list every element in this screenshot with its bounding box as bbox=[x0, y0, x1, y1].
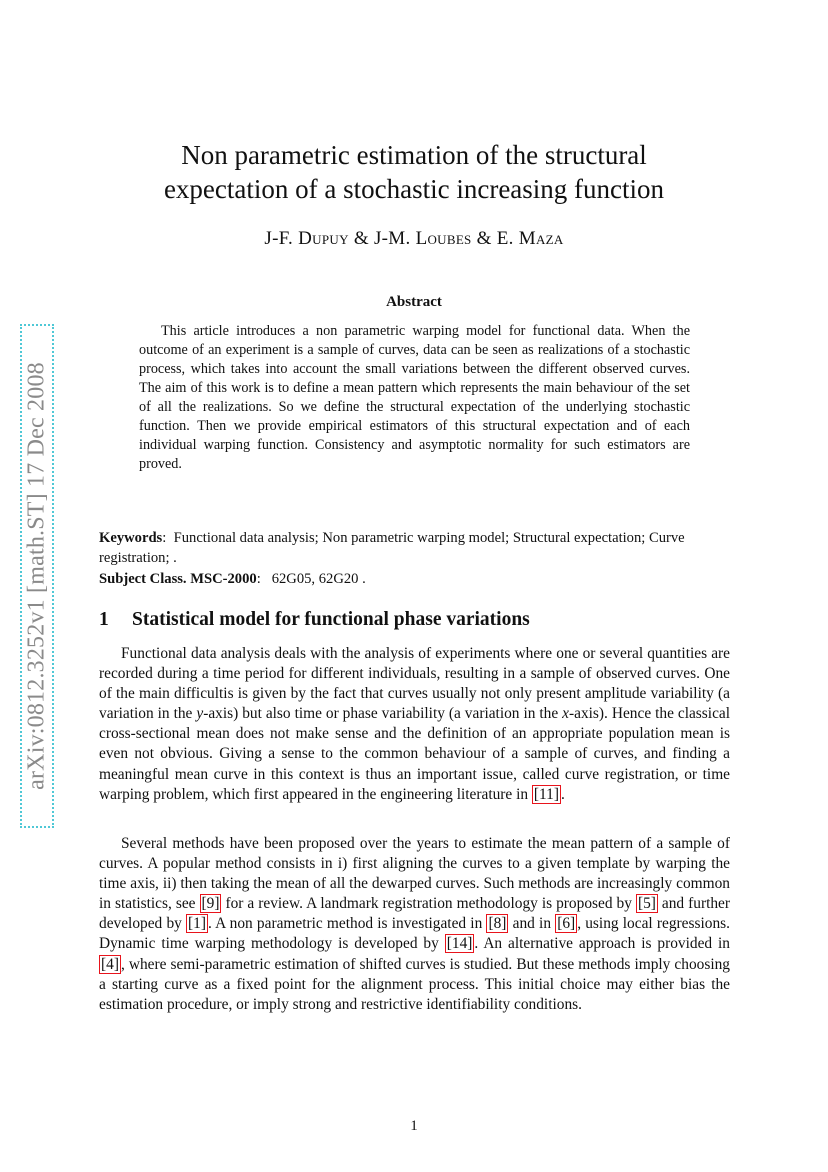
math-variable: y bbox=[196, 705, 204, 723]
citation-link-11[interactable]: [11] bbox=[533, 785, 559, 803]
paragraph-text: for a review. A landmark registration methodology is proposed by bbox=[221, 895, 636, 913]
subject-class-line: Subject Class. MSC-2000: 62G05, 62G20 . bbox=[99, 571, 366, 587]
citation-link-8[interactable]: [8] bbox=[488, 915, 507, 933]
body-paragraph-2 bbox=[99, 834, 730, 1015]
subject-class-label: Subject Class. MSC-2000 bbox=[99, 571, 257, 587]
abstract-heading: Abstract bbox=[386, 294, 442, 310]
subject-class-text: 62G05, 62G20 . bbox=[271, 571, 366, 587]
citation-link-14[interactable]: [14] bbox=[446, 935, 473, 953]
page-number: 1 bbox=[410, 1118, 418, 1134]
paragraph-text: . bbox=[561, 785, 565, 803]
citation-link-6[interactable]: [6] bbox=[557, 915, 576, 933]
arxiv-identifier[interactable]: arXiv:0812.3252v1 [math.ST] 17 Dec 2008 bbox=[23, 362, 50, 790]
paragraph-text: , where semi-parametric estimation of shifted curves is studied. But these methods imply choosing a starting curve as a fixed point for the alignment process. This initial choice may either bias the estimation procedure, or imply strong and restrictive identifiability conditions. bbox=[99, 955, 730, 1013]
citation-link-4[interactable]: [4] bbox=[101, 955, 119, 973]
keywords-label: Keywords bbox=[99, 530, 163, 546]
paragraph-text: Several methods have been proposed over the years to estimate the mean pattern of a sample of curves. A popular method consists in i) first aligning the curves to a given template by warping the time axis, ii) then taking the mean of all the dewarped curves. Such methods are increasingly common in statistics, see bbox=[99, 835, 730, 913]
paragraph-text: , using local regressions. Dynamic time warping methodology is developed by bbox=[99, 915, 730, 953]
author-list: J-F. Dupuy & J-M. Loubes & E. Maza bbox=[264, 228, 564, 249]
paragraph-text: and further developed by bbox=[99, 895, 730, 933]
section-heading bbox=[99, 609, 730, 631]
keywords-text: Functional data analysis; Non parametric warping model; Structural expectation; Curve registration; . bbox=[99, 530, 685, 566]
paragraph-text: Functional data analysis deals with the analysis of experiments where one or several quantities are recorded during a time period for different individuals, resulting in a sample of observed curves. One of the main difficultis is given by the fact that curves usually not only present amplitude variability (a variation in the bbox=[99, 645, 730, 723]
title-line-1: Non parametric estimation of the structural bbox=[181, 140, 647, 170]
abstract-body: This article introduces a non parametric warping model for functional data. When the outcome of an experiment is a sample of curves, data can be seen as realizations of a stochastic process, which takes into account the small variations between the different observed curves. The aim of this work is to define a mean pattern which represents the main behaviour of the set of all the realizations. So we define the structural expectation of the underlying stochastic function. Then we provide empirical estimators of this structural expectation and of each individual warping function. Consistency and asymptotic normality for such estimators are proved. bbox=[139, 323, 690, 472]
section-number: 1 bbox=[99, 609, 109, 630]
citation-link-9[interactable]: [9] bbox=[201, 895, 220, 913]
body-paragraph-1 bbox=[99, 644, 730, 805]
paragraph-text: -axis). Hence the classical cross-sectional mean does not make sense and the definition of an appropriate population mean is even not obvious. Giving a sense to the common behaviour of a sample of curves, and finding a meaningful mean curve in this context is thus an important issue, called curve registration, or time warping problem, which first appeared in the engineering literature in bbox=[99, 705, 731, 803]
section-title: Statistical model for functional phase variations bbox=[132, 609, 530, 630]
paragraph-text: and in bbox=[508, 915, 556, 933]
citation-link-1[interactable]: [1] bbox=[188, 915, 206, 933]
paragraph-text: . A non parametric method is investigated in bbox=[207, 915, 487, 933]
paper-title bbox=[100, 138, 728, 206]
math-variable: x bbox=[562, 705, 569, 723]
citation-link-5[interactable]: [5] bbox=[637, 895, 656, 913]
title-line-2: expectation of a stochastic increasing function bbox=[163, 174, 665, 204]
arxiv-side-stamp[interactable] bbox=[20, 324, 54, 828]
paragraph-text: . An alternative approach is provided in bbox=[474, 935, 731, 953]
paragraph-text: -axis) but also time or phase variability (a variation in the bbox=[203, 705, 563, 723]
keywords-line: Keywords: Functional data analysis; Non parametric warping model; Structural expectation; Curve registration; . bbox=[99, 530, 685, 566]
